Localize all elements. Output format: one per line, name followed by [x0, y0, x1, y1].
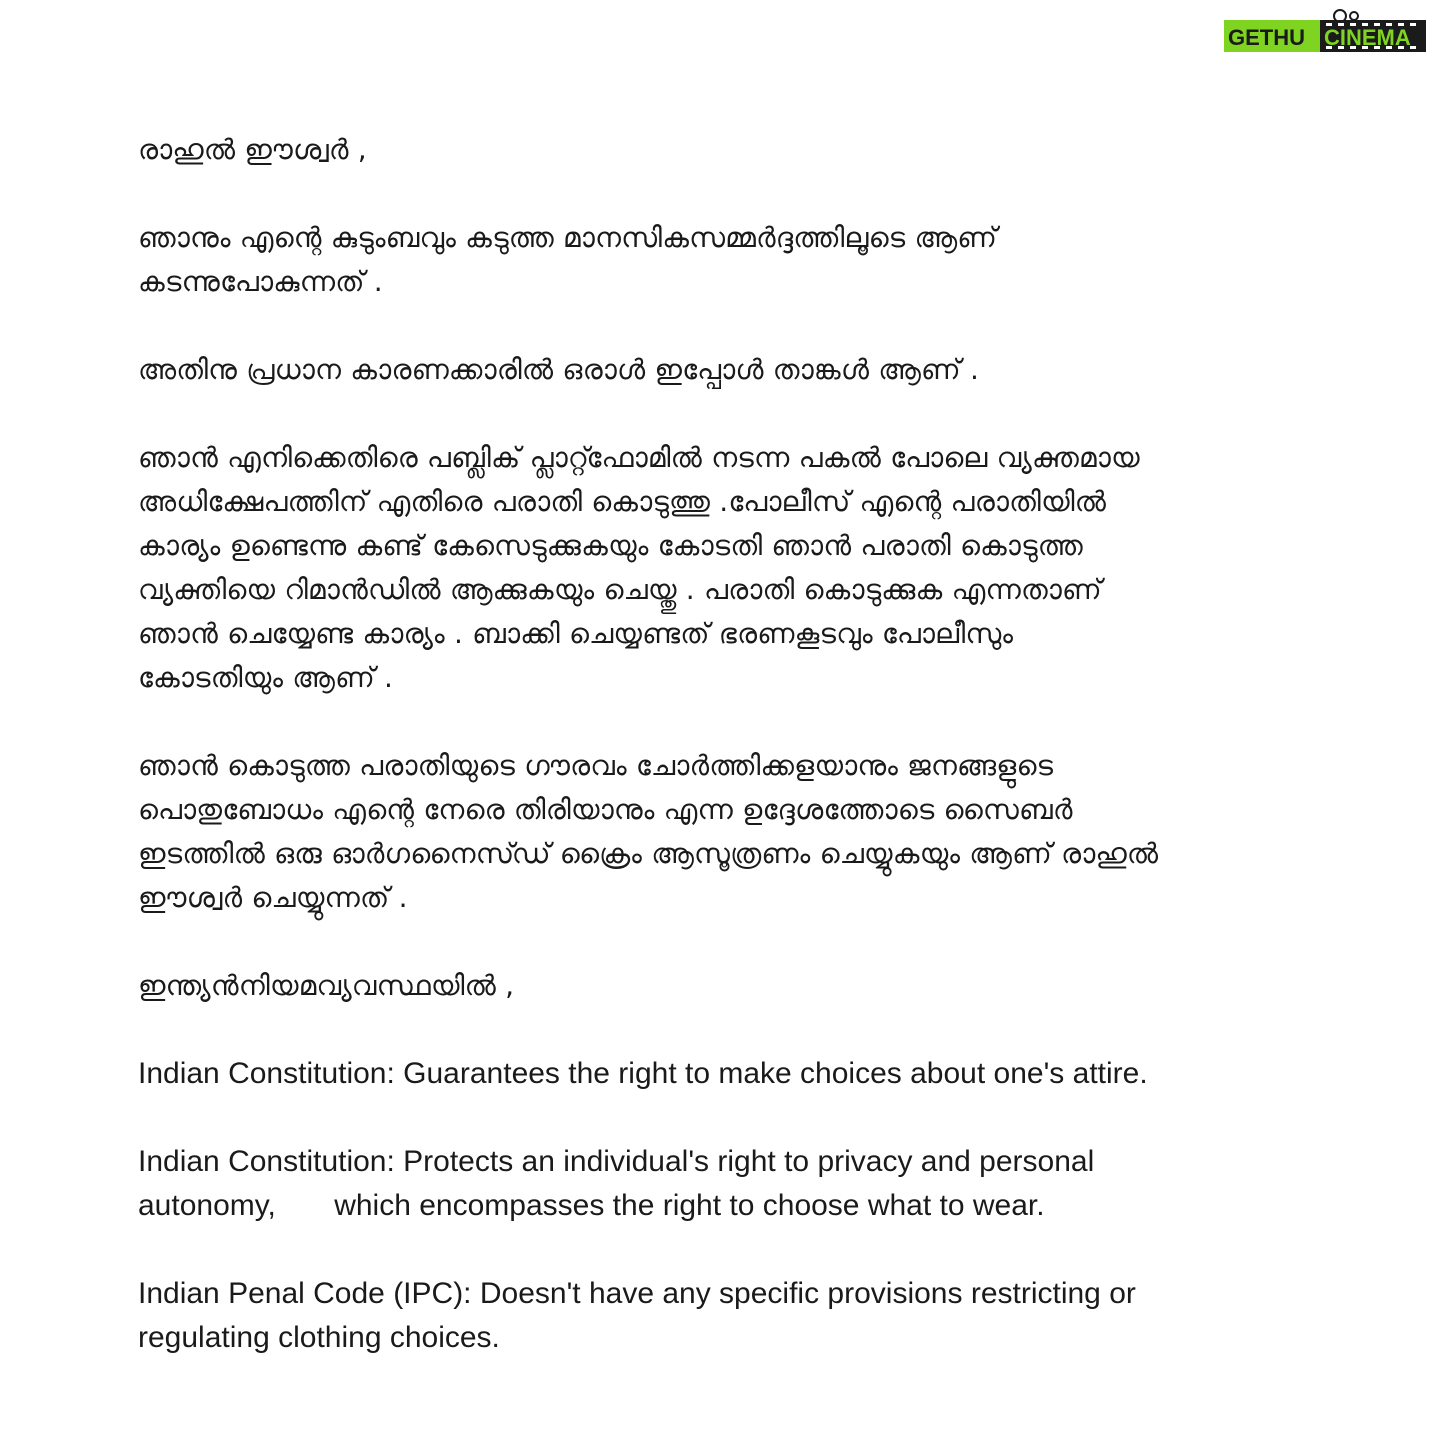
letter-paragraph: ഞാനും എന്റെ കുടുംബവും കടുത്ത മാനസികസമ്മർദ്ദത്തിലൂടെ ആണ് കടന്നുപോകുന്നത് .	[138, 221, 998, 298]
logo-text-part-2: CINEMA	[1324, 25, 1411, 50]
gethu-cinema-logo	[1220, 8, 1432, 58]
english-point: Indian Penal Code (IPC): Doesn't have any specific provisions restricting or regulating clothing choices.	[138, 1277, 1136, 1354]
letter-salutation: രാഹുൽ ഈശ്വർ ,	[138, 133, 367, 166]
logo-text-part-1: GETHU	[1228, 25, 1305, 50]
letter-paragraph: ഇന്ത്യൻനിയമവ്യവസ്ഥയിൽ ,	[138, 969, 515, 1002]
english-point: Indian Constitution: Protects an individual's right to privacy and personal autonomy, which encompasses the right to choose what to wear.	[138, 1145, 1095, 1222]
letter-paragraph: ഞാൻ കൊടുത്ത പരാതിയുടെ ഗൗരവം ചോർത്തിക്കളയാനും ജനങ്ങളുടെ പൊതുബോധം എന്റെ നേരെ തിരിയാനും എന്ന ഉദ്ദേശത്തോടെ സൈബർ ഇടത്തിൽ ഒരു ഓർഗനൈസ്ഡ് ക്രൈം ആസൂത്രണം ചെയ്യുകയും ആണ് രാഹുൽ ഈശ്വർ ചെയ്യുന്നത് .	[138, 749, 1159, 914]
logo-graphic	[1220, 8, 1432, 58]
letter-paragraph: അതിനു പ്രധാന കാരണക്കാരിൽ ഒരാൾ ഇപ്പോൾ താങ്കൾ ആണ് .	[138, 353, 980, 386]
letter-paragraph: ഞാൻ എനിക്കെതിരെ പബ്ലിക് പ്ലാറ്റ്ഫോമിൽ നടന്ന പകൽ പോലെ വ്യക്തമായ അധിക്ഷേപത്തിന് എതിരെ പരാതി കൊടുത്തു .പോലീസ് എന്റെ പരാതിയിൽ കാര്യം ഉണ്ടെന്നു കണ്ട് കേസെടുക്കുകയും കോടതി ഞാൻ പരാതി കൊടുത്ത വ്യക്തിയെ റിമാൻഡിൽ ആക്കുകയും ചെയ്തു . പരാതി കൊടുക്കുക എന്നതാണ് ഞാൻ ചെയ്യേണ്ട കാര്യം . ബാക്കി ചെയ്യണ്ടത് ഭരണകൂടവും പോലീസും കോടതിയും ആണ് .	[138, 441, 1140, 694]
english-point: Indian Constitution: Guarantees the right to make choices about one's attire.	[138, 1057, 1148, 1090]
letter-body	[138, 128, 1278, 1360]
